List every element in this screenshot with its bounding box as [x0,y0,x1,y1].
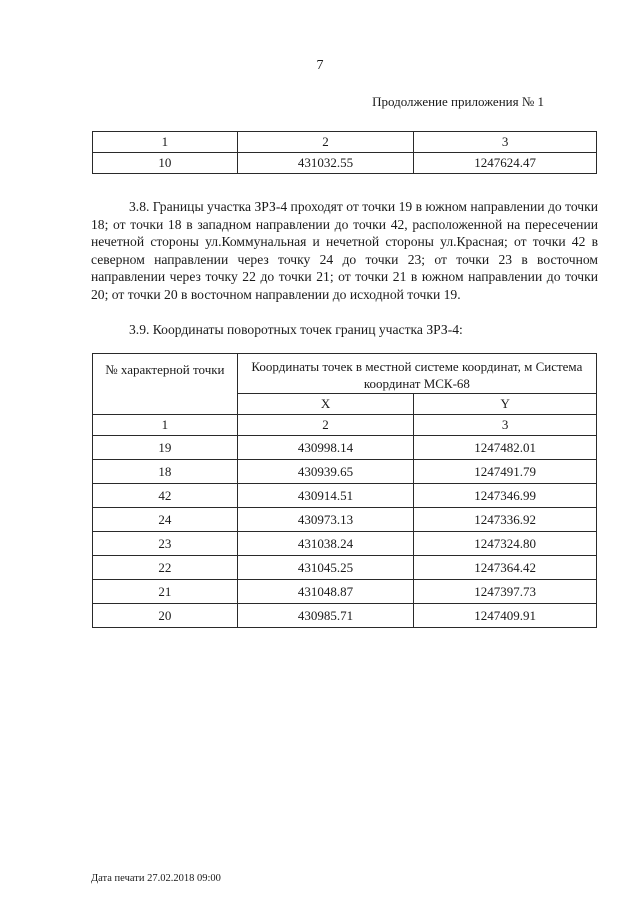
column-numbering-row [93,415,597,436]
y-coordinate-cell: 1247364.42 [414,556,597,580]
x-coordinate-cell: 430914.51 [237,484,414,508]
point-number-cell: 22 [93,556,238,580]
y-coordinate-cell: 1247324.80 [414,532,597,556]
print-date-footer: Дата печати 27.02.2018 09:00 [91,873,221,884]
table-row [93,436,597,460]
column-number-cell: 1 [93,132,238,153]
table-row [93,153,597,174]
table-header-row [93,132,597,153]
table-row [93,532,597,556]
y-coordinate-cell: 1247491.79 [414,460,597,484]
point-number-cell: 18 [93,460,238,484]
y-coordinate-cell: 1247346.99 [414,484,597,508]
y-coordinate-cell: 1247624.47 [414,153,597,174]
column-number-cell: 3 [414,415,597,436]
x-coordinate-cell: 431038.24 [237,532,414,556]
coordinates-header: Координаты точек в местной системе координат, м Система координат МСК-68 [237,354,596,394]
x-coordinate-cell: 430998.14 [237,436,414,460]
page-number: 7 [316,58,324,73]
y-column-header: Y [414,394,597,415]
continued-coordinates-table [92,131,597,174]
paragraph-3-8-text: 3.8. Границы участка ЗРЗ-4 проходят от точки 19 в южном направлении до точки 18; от точки 18 в западном направлении до точки 42, расположенной на пересечении нечетной стороны ул.Коммунальная и нечетной стороны ул.Красная; от точки 42 в северном направлении через точку 24 до точки 23; от точки 23 в восточном направлении через точку 22 до точки 21; от точки 21 в южном направлении до точки 20; от точки 20 в восточном направлении до исходной точки 19. [91,199,598,302]
table-row [93,508,597,532]
point-number-cell: 42 [93,484,238,508]
paragraph-3-8 [91,198,598,303]
point-number-cell: 10 [93,153,238,174]
continuation-label: Продолжение приложения № 1 [372,94,544,109]
column-number-cell: 2 [237,132,414,153]
point-number-cell: 23 [93,532,238,556]
table-row [93,460,597,484]
column-number-cell: 2 [237,415,414,436]
y-coordinate-cell: 1247397.73 [414,580,597,604]
point-number-cell: 24 [93,508,238,532]
point-number-cell: 21 [93,580,238,604]
table-row [93,580,597,604]
x-coordinate-cell: 430973.13 [237,508,414,532]
paragraph-3-9: 3.9. Координаты поворотных точек границ участка ЗРЗ-4: [129,322,463,337]
table-row [93,604,597,628]
x-coordinate-cell: 431045.25 [237,556,414,580]
x-coordinate-cell: 431048.87 [237,580,414,604]
table-row [93,556,597,580]
y-coordinate-cell: 1247482.01 [414,436,597,460]
table-row [93,484,597,508]
point-number-header: № характерной точки [93,354,238,415]
point-number-cell: 20 [93,604,238,628]
column-number-cell: 1 [93,415,238,436]
x-coordinate-cell: 431032.55 [237,153,414,174]
x-column-header: X [237,394,414,415]
y-coordinate-cell: 1247336.92 [414,508,597,532]
table-header-row [93,354,597,394]
y-coordinate-cell: 1247409.91 [414,604,597,628]
coordinates-table-zrz-4 [92,353,597,628]
point-number-cell: 19 [93,436,238,460]
x-coordinate-cell: 430985.71 [237,604,414,628]
column-number-cell: 3 [414,132,597,153]
x-coordinate-cell: 430939.65 [237,460,414,484]
